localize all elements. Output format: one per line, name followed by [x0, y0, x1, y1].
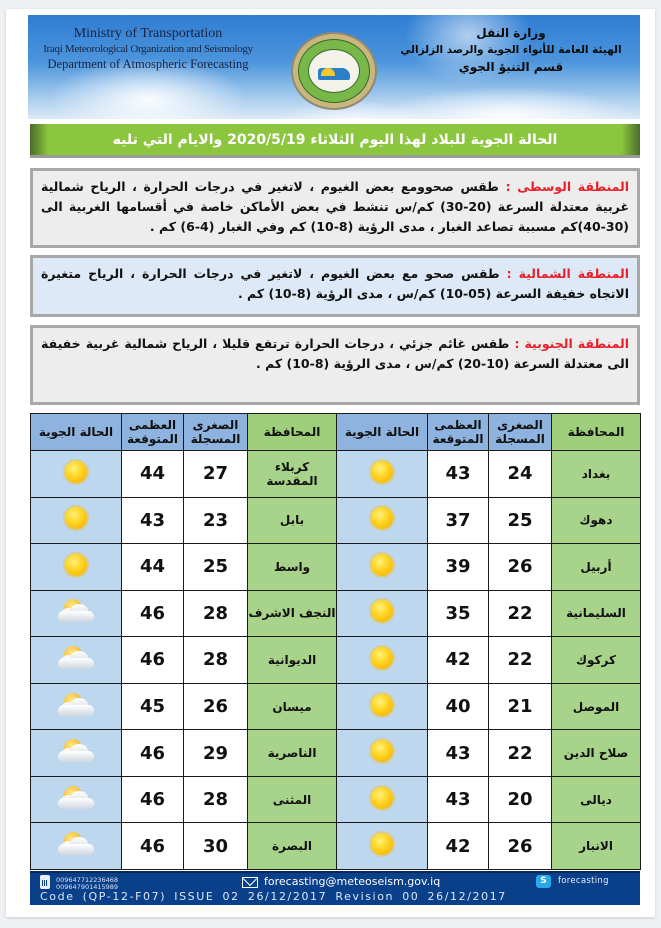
province-name: كركوك: [552, 637, 641, 684]
min-temp: 27: [184, 451, 248, 498]
table-row: [31, 590, 641, 637]
max-temp: 43: [428, 451, 489, 498]
condition-cell: [31, 497, 122, 544]
partly-cloudy-icon: [56, 599, 96, 623]
min-temp: 22: [489, 637, 552, 684]
header-max: العظمى المتوقعة: [428, 414, 489, 451]
table-row: [31, 776, 641, 823]
region-text: طقس صحو مع بعض الغيوم ، لاتغير في درجات الحرارة ، الرياح متغيرة الاتجاه خفيفة السرعة (05-10) كم/س ، مدى الرؤية (8-10) كم .: [41, 266, 629, 301]
header-english: [28, 25, 268, 72]
condition-cell: [337, 776, 428, 823]
province-name: دهوك: [552, 497, 641, 544]
table-row: [31, 544, 641, 591]
max-temp: 44: [122, 544, 184, 591]
condition-cell: [337, 497, 428, 544]
partly-cloudy-icon: [56, 646, 96, 670]
sunny-icon: [65, 554, 87, 576]
condition-cell: [31, 730, 122, 777]
max-temp: 46: [122, 590, 184, 637]
min-temp: 29: [184, 730, 248, 777]
phone-numbers: [56, 877, 118, 891]
condition-cell: [337, 730, 428, 777]
max-temp: 46: [122, 730, 184, 777]
min-temp: 26: [184, 683, 248, 730]
department-name: Department of Atmospheric Forecasting: [47, 57, 249, 71]
partly-cloudy-icon: [56, 693, 96, 717]
forecast-title: الحالة الجوية للبلاد لهذا اليوم الثلاثاء 2020/5/19 والايام التي تليه: [30, 124, 640, 158]
sunny-icon: [371, 787, 393, 809]
min-temp: 23: [184, 497, 248, 544]
skype-icon: S: [536, 875, 551, 888]
ministry-name: Ministry of Transportation: [73, 26, 223, 41]
province-name: البصرة: [248, 823, 337, 870]
phone-number: 009647901415989: [56, 883, 119, 891]
sunny-icon: [371, 647, 393, 669]
sunny-icon: [371, 694, 393, 716]
min-temp: 21: [489, 683, 552, 730]
condition-cell: [31, 683, 122, 730]
min-temp: 25: [489, 497, 552, 544]
partly-cloudy-icon: [56, 786, 96, 810]
condition-cell: [337, 451, 428, 498]
header-condition: الحالة الجوية: [31, 414, 122, 451]
max-temp: 42: [428, 637, 489, 684]
region-text: طقس غائم جزئي ، درجات الحرارة ترتفع قليلا ، الرياح شمالية غربية خفيفة الى معتدلة السرعة (10-20) كم/س ، مدى الرؤية (8-10) كم .: [41, 336, 629, 371]
sunny-icon: [65, 461, 87, 483]
province-name: صلاح الدين: [552, 730, 641, 777]
max-temp: 39: [428, 544, 489, 591]
table-row: [31, 823, 641, 870]
province-name: ميسان: [248, 683, 337, 730]
min-temp: 28: [184, 637, 248, 684]
region-south: [30, 325, 640, 405]
partly-cloudy-icon: [56, 832, 96, 856]
sunny-icon: [65, 507, 87, 529]
header-min: الصغرى المسجلة: [489, 414, 552, 451]
condition-cell: [31, 637, 122, 684]
max-temp: 43: [428, 776, 489, 823]
region-central: [30, 168, 640, 248]
region-label: المنطقة الجنوبية :: [514, 336, 629, 351]
region-label: المنطقة الشمالية :: [506, 266, 629, 281]
province-name: المثنى: [248, 776, 337, 823]
condition-cell: [31, 776, 122, 823]
header-min: الصغرى المسجلة: [184, 414, 248, 451]
forecast-table: [30, 413, 641, 870]
province-name: الانبار: [552, 823, 641, 870]
min-temp: 26: [489, 544, 552, 591]
partly-cloudy-icon: [56, 739, 96, 763]
document-code: Code (QP-12-F07) ISSUE 02 26/12/2017 Revision 00 26/12/2017: [40, 890, 507, 903]
province-name: الناصرية: [248, 730, 337, 777]
table-row: [31, 497, 641, 544]
region-label: المنطقة الوسطى :: [505, 179, 629, 194]
table-row: [31, 683, 641, 730]
sunny-icon: [371, 600, 393, 622]
header-banner: [28, 15, 640, 119]
max-temp: 42: [428, 823, 489, 870]
organization-name: Iraqi Meteorological Organization and Seismology: [43, 43, 253, 55]
header-province: المحافظة: [552, 414, 641, 451]
condition-cell: [337, 637, 428, 684]
province-name: واسط: [248, 544, 337, 591]
condition-cell: [337, 683, 428, 730]
max-temp: 46: [122, 776, 184, 823]
min-temp: 30: [184, 823, 248, 870]
footer: [30, 871, 640, 905]
max-temp: 46: [122, 823, 184, 870]
province-name: النجف الاشرف: [248, 590, 337, 637]
province-name: أربيل: [552, 544, 641, 591]
organization-logo-icon: [291, 32, 377, 110]
max-temp: 43: [428, 730, 489, 777]
condition-cell: [337, 590, 428, 637]
sunny-icon: [371, 461, 393, 483]
max-temp: 43: [122, 497, 184, 544]
min-temp: 20: [489, 776, 552, 823]
max-temp: 45: [122, 683, 184, 730]
region-north: [30, 255, 640, 317]
province-name: بابل: [248, 497, 337, 544]
min-temp: 22: [489, 590, 552, 637]
province-name: الديوانية: [248, 637, 337, 684]
sunny-icon: [371, 554, 393, 576]
max-temp: 35: [428, 590, 489, 637]
province-name: كربلاء المقدسة: [248, 451, 337, 498]
max-temp: 37: [428, 497, 489, 544]
sunny-icon: [371, 507, 393, 529]
table-row: [31, 637, 641, 684]
province-name: بغداد: [552, 451, 641, 498]
condition-cell: [31, 590, 122, 637]
header-max: العظمى المتوقعة: [122, 414, 184, 451]
email-link[interactable]: forecasting@meteoseism.gov.iq: [264, 875, 441, 888]
department-name-ar: قسم التنبؤ الجوي: [458, 60, 564, 74]
min-temp: 24: [489, 451, 552, 498]
header-arabic: [396, 25, 626, 76]
phone-icon: [40, 875, 50, 889]
province-name: ديالى: [552, 776, 641, 823]
mail-icon: [242, 877, 258, 888]
condition-cell: [337, 544, 428, 591]
province-name: السليمانية: [552, 590, 641, 637]
sunny-icon: [371, 833, 393, 855]
max-temp: 40: [428, 683, 489, 730]
skype-handle[interactable]: forecasting: [558, 876, 609, 886]
min-temp: 22: [489, 730, 552, 777]
min-temp: 25: [184, 544, 248, 591]
min-temp: 28: [184, 590, 248, 637]
condition-cell: [31, 544, 122, 591]
phone-number: 009647712236468: [56, 876, 119, 884]
sunny-icon: [371, 740, 393, 762]
province-name: الموصل: [552, 683, 641, 730]
ministry-name-ar: وزارة النقل: [476, 26, 546, 40]
organization-name-ar: الهيئة العامة للأنواء الجوية والرصد الزلزالي: [400, 44, 622, 56]
header-province: المحافظة: [248, 414, 337, 451]
header-condition: الحالة الجوية: [337, 414, 428, 451]
max-temp: 46: [122, 637, 184, 684]
condition-cell: [337, 823, 428, 870]
region-text: طقس صحوومع بعض الغيوم ، لاتغير في درجات الحرارة ، الرياح شمالية غربية معتدلة السرعة (20-30) كم/س تنشط في بعض الأماكن خاصة في أقسامها الغربية الى (30-40)كم مسببة تصاعد الغبار ، مدى الرؤية (8-10) كم وفي الغبار (4-6) كم .: [41, 179, 629, 234]
min-temp: 26: [489, 823, 552, 870]
condition-cell: [31, 451, 122, 498]
table-row: [31, 730, 641, 777]
max-temp: 44: [122, 451, 184, 498]
condition-cell: [31, 823, 122, 870]
table-header-row: [31, 414, 641, 451]
min-temp: 28: [184, 776, 248, 823]
table-row: [31, 451, 641, 498]
